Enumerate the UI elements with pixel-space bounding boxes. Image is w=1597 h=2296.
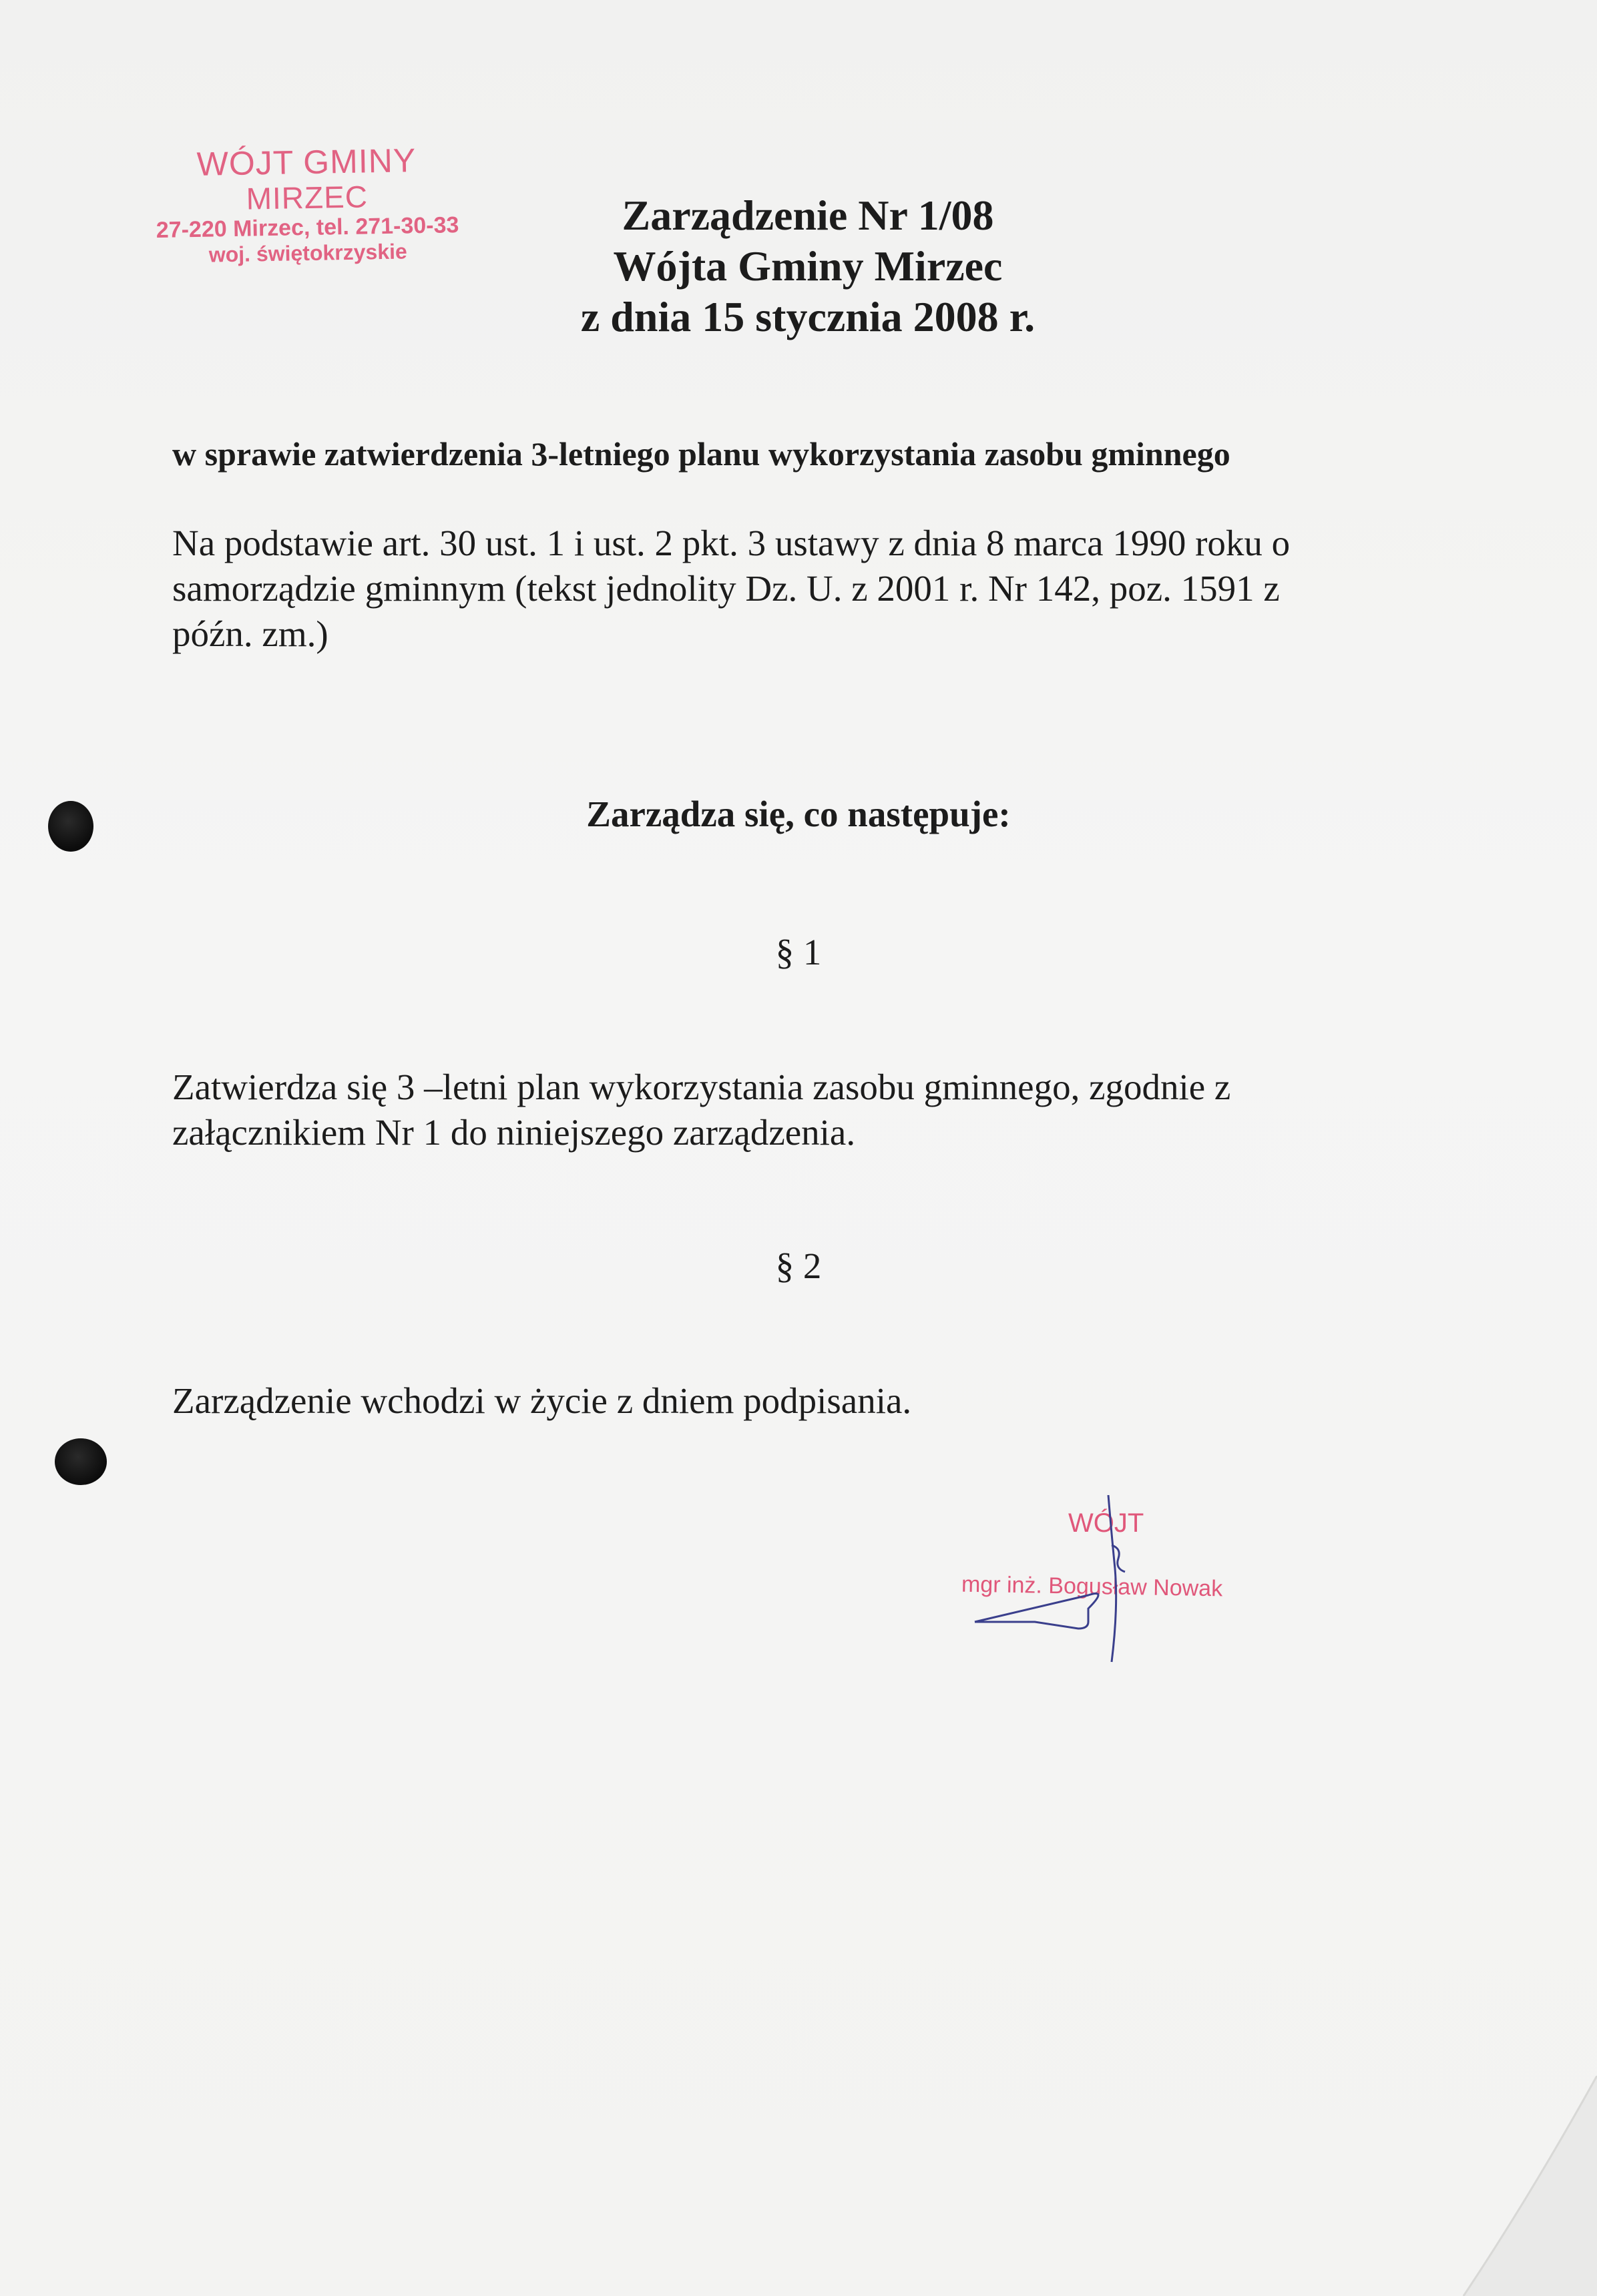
- section-1-text: [172, 1065, 1441, 1155]
- section-line: Zarządzenie wchodzi w życie z dniem podpisania.: [172, 1380, 912, 1421]
- document-date: z dnia 15 stycznia 2008 r.: [580, 293, 1036, 340]
- stamp-line: 27-220 Mirzec, tel. 271-30-33: [156, 212, 459, 243]
- signature-block: [955, 1495, 1302, 1682]
- handwritten-signature: [955, 1495, 1302, 1682]
- section-mark-2: [0, 1245, 1597, 1287]
- order-heading: [0, 793, 1597, 836]
- section-line: załącznikiem Nr 1 do niniejszego zarządzenia.: [172, 1112, 856, 1153]
- punch-hole: [55, 1438, 107, 1485]
- section-line: Zatwierdza się 3 –letni plan wykorzystania zasobu gminnego, zgodnie z: [172, 1067, 1231, 1107]
- stamp-line: woj. świętokrzyskie: [208, 239, 408, 267]
- document-title: Zarządzenie Nr 1/08: [622, 192, 994, 239]
- legal-basis-line: Na podstawie art. 30 ust. 1 i ust. 2 pkt. 3 ustawy z dnia 8 marca 1990 roku o: [172, 523, 1291, 563]
- section-mark-1: [0, 931, 1597, 974]
- document-subject: w sprawie zatwierdzenia 3-letniego planu wykorzystania zasobu gminnego: [172, 435, 1230, 473]
- page-corner-fold: [1437, 2076, 1597, 2296]
- signature-name: mgr inż. Bogusław Nowak: [961, 1571, 1223, 1602]
- document-issuer: Wójta Gminy Mirzec: [613, 242, 1003, 290]
- section-2-text: [172, 1378, 1441, 1424]
- legal-basis-line: samorządzie gminnym (tekst jednolity Dz. U. z 2001 r. Nr 142, poz. 1591 z: [172, 568, 1280, 609]
- order-heading-text: Zarządza się, co następuje:: [586, 794, 1011, 834]
- legal-basis: [172, 521, 1421, 657]
- document-header: [467, 190, 1148, 342]
- section-mark-text: § 1: [775, 932, 822, 972]
- stamp-line: WÓJT GMINY: [196, 141, 417, 183]
- section-mark-text: § 2: [775, 1245, 822, 1286]
- stamp-line: MIRZEC: [246, 179, 369, 216]
- signature-title: WÓJT: [1068, 1508, 1144, 1538]
- office-stamp: [132, 140, 481, 268]
- legal-basis-line: późn. zm.): [172, 613, 328, 654]
